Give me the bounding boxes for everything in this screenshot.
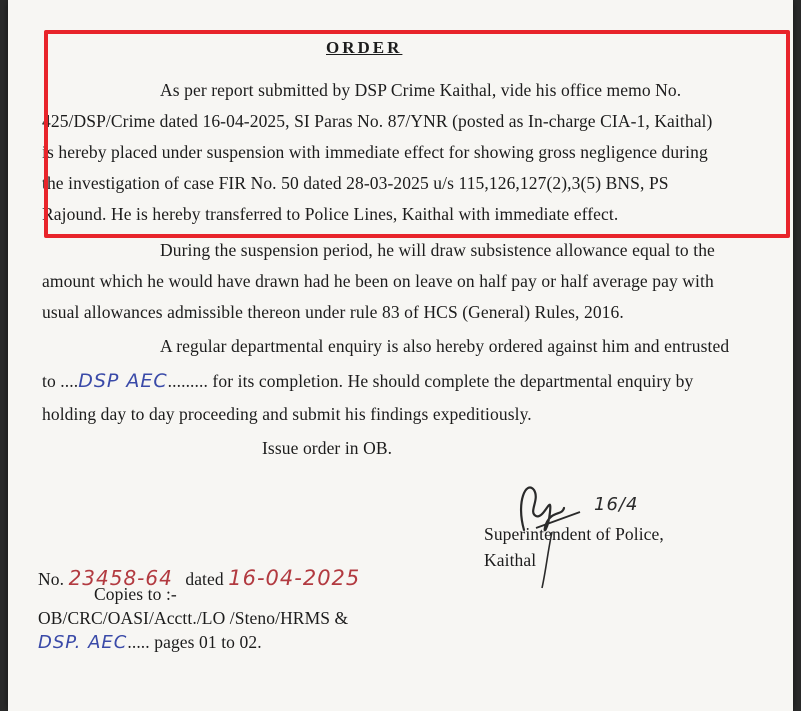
signature-stroke (538, 530, 568, 590)
para3-line2: to ....DSP AEC......... for its completion. He should complete the departmental enquiry by (42, 370, 694, 392)
para3-line1: A regular departmental enquiry is also hereby ordered against him and entrusted (160, 336, 730, 356)
handwritten-dispatch-date: 16-04-2025 (228, 566, 361, 590)
copies-to-label: Copies to :- (94, 584, 177, 604)
signatory-place: Kaithal (484, 550, 537, 570)
signatory-title: Superintendent of Police, (484, 524, 664, 544)
order-title: ORDER (326, 38, 403, 57)
para3-line3: holding day to day proceeding and submit his findings expeditiously. (42, 404, 532, 424)
copies-last-line: DSP. AEC..... pages 01 to 02. (38, 632, 262, 653)
para2-line3: usual allowances admissible thereon under rule 83 of HCS (General) Rules, 2016. (42, 302, 624, 322)
para1-line1: As per report submitted by DSP Crime Kaithal, vide his office memo No. (160, 80, 682, 100)
para1-line5: Rajound. He is hereby transferred to Police Lines, Kaithal with immediate effect. (42, 204, 619, 224)
para2-line1: During the suspension period, he will draw subsistence allowance equal to the (160, 240, 715, 260)
dispatch-line: No. 23458-64 dated 16-04-2025 (38, 566, 361, 590)
para1-line3: is hereby placed under suspension with immediate effect for showing gross negligence during (42, 142, 708, 162)
issue-order-line: Issue order in OB. (262, 438, 393, 458)
para1-line4: the investigation of case FIR No. 50 dated 28-03-2025 u/s 115,126,127(2),3(5) BNS, PS (42, 173, 669, 193)
signature-date: 16/4 (594, 494, 639, 515)
document-page (8, 0, 793, 711)
handwritten-dispatch-number: 23458-64 (68, 566, 173, 590)
handwritten-enquiry-officer: DSP AEC (78, 370, 168, 392)
handwritten-copy-recipient: DSP. AEC (38, 632, 128, 653)
highlight-box (44, 30, 790, 238)
para2-line2: amount which he would have drawn had he been on leave on half pay or half average pay with (42, 271, 714, 291)
para1-line2: 425/DSP/Crime dated 16-04-2025, SI Paras No. 87/YNR (posted as In-charge CIA-1, Kaithal) (42, 111, 713, 131)
copies-recipients: OB/CRC/OASI/Acctt./LO /Steno/HRMS & (38, 608, 349, 628)
